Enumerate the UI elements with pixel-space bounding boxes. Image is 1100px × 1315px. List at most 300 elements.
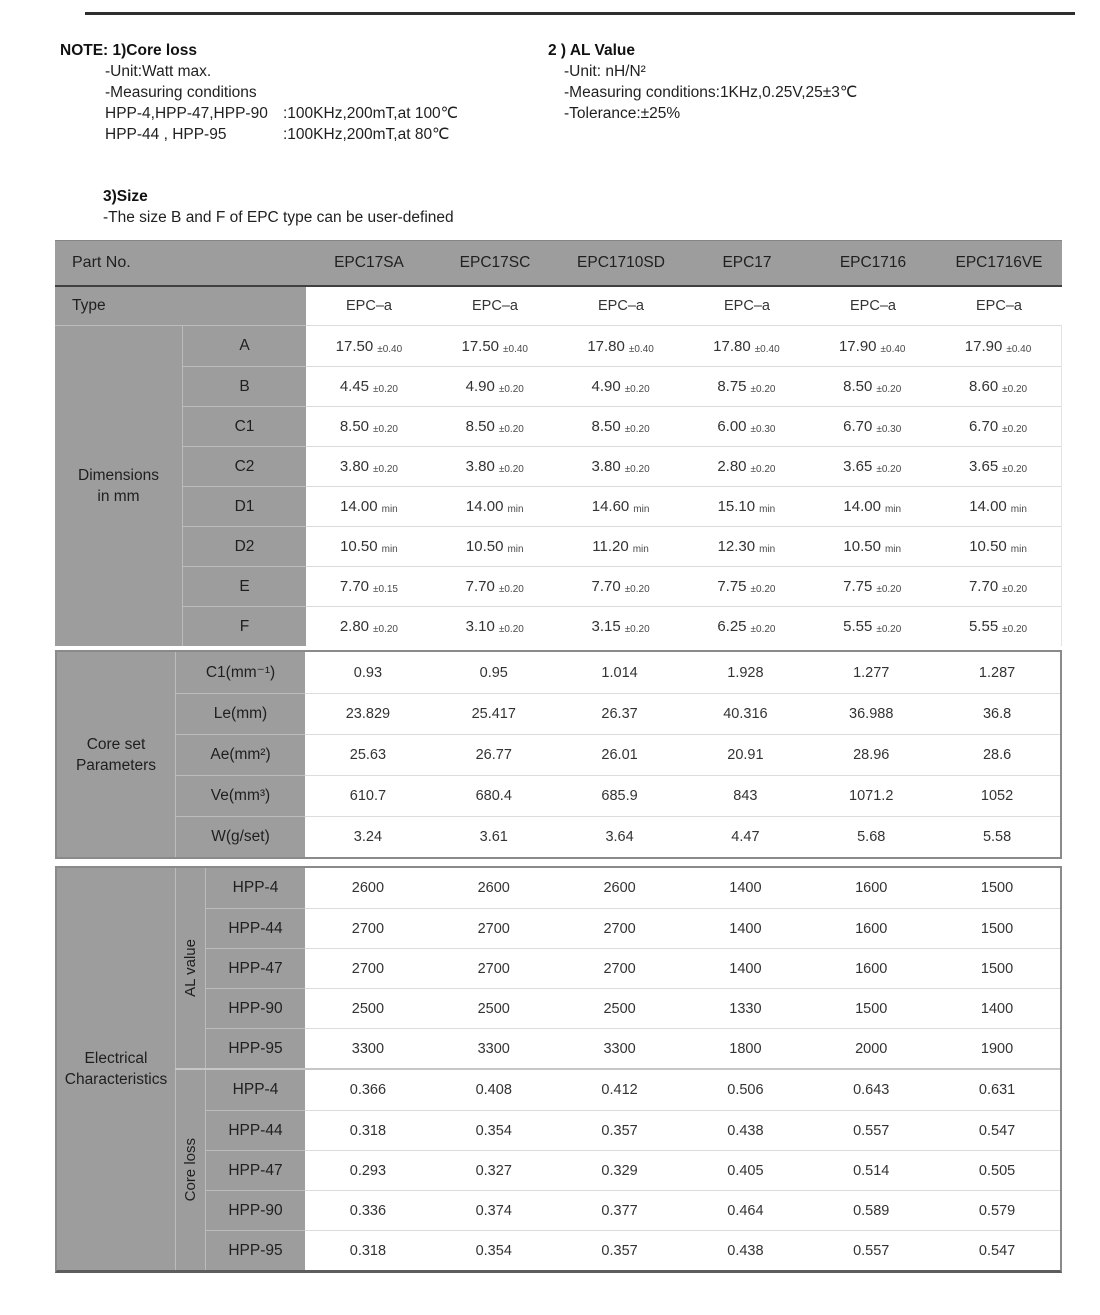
dimension-value: 17.50: [335, 337, 374, 355]
dimension-value: 3.65: [968, 458, 999, 475]
electrical-value-cell: 0.336: [305, 1190, 431, 1230]
dimension-value-cell: [306, 606, 432, 646]
dimension-value-cell: [809, 486, 935, 526]
dimension-value: 8.75: [717, 378, 747, 395]
electrical-row-label: HPP-95: [205, 1028, 305, 1068]
electrical-row: [205, 868, 1060, 908]
dimension-row: [182, 526, 1061, 566]
dimension-value-cell: [432, 326, 558, 366]
type-value-cell: EPC–a: [472, 298, 518, 314]
electrical-value-cell: 2700: [305, 908, 431, 948]
part-number-header: EPC1710SD: [577, 254, 665, 271]
electrical-row-label: HPP-90: [205, 988, 305, 1028]
type-values: [306, 287, 1062, 326]
dimension-value: 17.50: [461, 337, 500, 355]
dimension-tolerance: ±0.20: [750, 464, 776, 475]
dimension-tolerance: min: [381, 544, 398, 555]
electrical-value-cell: 0.547: [934, 1230, 1060, 1270]
al-value-label-text: AL value: [182, 939, 199, 997]
electrical-characteristics-table: [55, 866, 1062, 1273]
core-set-value-cell: 36.988: [808, 693, 934, 734]
al-value-rows: [205, 868, 1060, 1068]
dimension-value: 14.60: [591, 498, 630, 515]
core-set-group-label-line1: Core set: [86, 735, 146, 753]
dimension-value: 14.00: [340, 498, 378, 515]
dimension-row-label: D1: [182, 486, 306, 526]
dimensions-group-label-line1: Dimensions: [78, 467, 159, 484]
dimension-tolerance: min: [381, 504, 398, 515]
part-number-header: EPC17SC: [459, 254, 531, 271]
dimension-value-cell: [306, 566, 432, 606]
dimension-tolerance: ±0.40: [503, 343, 528, 355]
dimension-value-cell: [809, 566, 935, 606]
dimension-value-cell: [306, 326, 432, 366]
dimension-tolerance: ±0.20: [1002, 384, 1028, 395]
dimension-row: [182, 566, 1061, 606]
dimension-value: 14.00: [969, 498, 1007, 515]
core-set-value-cell: 1.287: [978, 664, 1016, 681]
core-set-value-cell: 5.58: [934, 816, 1060, 857]
core-set-row: [175, 816, 1060, 857]
electrical-value-cell: 1800: [682, 1028, 808, 1068]
dimension-value-cell: [935, 606, 1061, 646]
dimension-tolerance: ±0.40: [377, 343, 403, 355]
dimension-tolerance: min: [884, 544, 902, 555]
dimension-tolerance: ±0.20: [373, 424, 398, 435]
electrical-row-label: HPP-47: [205, 1150, 305, 1190]
core-set-row-label: Le(mm): [175, 693, 305, 734]
dimension-value-cell: [809, 606, 935, 646]
dimension-value: 6.70: [843, 418, 873, 435]
dimension-value: 14.00: [843, 498, 881, 515]
dimension-row: [182, 446, 1061, 486]
core-set-row: [175, 734, 1060, 775]
electrical-value-cell: 0.293: [305, 1150, 431, 1190]
dimension-tolerance: ±0.30: [750, 424, 776, 435]
dimension-value: 4.90: [591, 378, 621, 395]
dimension-value: 14.00: [465, 498, 504, 515]
dimension-tolerance: ±0.20: [498, 424, 524, 435]
dimensions-table: [55, 240, 1062, 646]
core-set-value-cell: 3.64: [557, 816, 683, 857]
electrical-value-cell: 1600: [808, 908, 934, 948]
dimension-value: 17.90: [964, 337, 1003, 355]
dimension-value: 10.50: [465, 538, 504, 555]
dimension-tolerance: ±0.20: [750, 384, 776, 395]
core-loss-subgroup: [175, 1068, 1060, 1270]
core-set-rows: [175, 652, 1060, 857]
dimension-value: 7.75: [843, 578, 873, 595]
dimension-value-cell: [809, 526, 935, 566]
dimension-value-cell: [683, 486, 809, 526]
dimension-tolerance: ±0.20: [876, 384, 902, 395]
core-set-row-label: Ve(mm³): [175, 775, 305, 816]
core-set-value-cell: 26.37: [557, 693, 683, 734]
core-set-value-cell: 36.8: [934, 693, 1060, 734]
dimension-row: [182, 366, 1061, 406]
dimension-tolerance: ±0.20: [373, 624, 398, 635]
dimension-value: 3.15: [591, 618, 621, 635]
electrical-value-cell: 0.377: [557, 1190, 683, 1230]
electrical-value-cell: 1400: [934, 988, 1060, 1028]
dimension-value: 7.70: [591, 578, 621, 595]
dimension-value: 6.70: [968, 418, 999, 435]
core-set-value-cell: 610.7: [305, 775, 431, 816]
condition-parts: HPP-4,HPP-47,HPP-90: [105, 105, 268, 122]
dimension-tolerance: ±0.20: [1002, 424, 1028, 435]
core-set-value-cell: 1052: [934, 775, 1060, 816]
dimension-value-cell: [558, 526, 684, 566]
type-value-cell: EPC–a: [850, 298, 896, 314]
note-core-loss-conditions: -Measuring conditions: [105, 84, 257, 101]
core-set-value-cell: 0.93: [353, 664, 383, 681]
core-set-value-cell: 26.01: [557, 734, 683, 775]
electrical-row: [205, 1070, 1060, 1110]
electrical-value-cell: 0.318: [305, 1230, 431, 1270]
core-loss-rows: [205, 1070, 1060, 1270]
core-set-row-label: W(g/set): [175, 816, 305, 857]
note-al-value: [548, 40, 857, 124]
dimension-value: 3.10: [465, 618, 495, 635]
core-set-row: [175, 652, 1060, 693]
electrical-value-cell: 0.557: [808, 1110, 934, 1150]
dimension-tolerance: ±0.20: [373, 464, 398, 475]
electrical-value-cell: 2600: [351, 880, 385, 896]
core-loss-label-text: Core loss: [182, 1138, 199, 1202]
dimension-value-cell: [558, 486, 684, 526]
core-set-value-cell: 4.47: [682, 816, 808, 857]
dimension-value-cell: [683, 446, 809, 486]
core-set-group-label: [57, 652, 175, 857]
electrical-value-cell: 3300: [431, 1028, 557, 1068]
dimension-value-cell: [935, 326, 1061, 366]
electrical-value-cell: 0.412: [601, 1082, 638, 1098]
dimension-value-cell: [306, 526, 432, 566]
dimension-value: 2.80: [717, 458, 747, 475]
dimension-value-cell: [432, 486, 558, 526]
electrical-value-cell: 1400: [682, 908, 808, 948]
electrical-value-cell: 0.374: [431, 1190, 557, 1230]
electrical-group-label: [57, 868, 175, 1270]
core-set-value-cell: 3.24: [305, 816, 431, 857]
dimension-tolerance: min: [632, 544, 649, 555]
dimension-row-label: D2: [182, 526, 306, 566]
core-set-value-cell: 1.928: [727, 664, 764, 681]
electrical-value-cell: 1500: [934, 908, 1060, 948]
dimension-value-cell: [432, 406, 558, 446]
dimension-value: 17.90: [838, 337, 877, 355]
dimension-value: 10.50: [843, 538, 881, 555]
note-size-title: 3)Size: [103, 188, 148, 205]
core-set-value-cell: 843: [682, 775, 808, 816]
part-no-label: Part No.: [72, 254, 131, 271]
dimension-value-cell: [432, 526, 558, 566]
dimension-tolerance: ±0.40: [754, 343, 780, 355]
dimension-value: 8.50: [591, 418, 621, 435]
electrical-value-cell: 2700: [305, 948, 431, 988]
type-value-cell: EPC–a: [598, 298, 644, 314]
electrical-row-label: HPP-90: [205, 1190, 305, 1230]
al-value-subgroup: [175, 868, 1060, 1068]
core-set-group-label-line2: Parameters: [75, 756, 157, 774]
core-set-value-cell: 1071.2: [808, 775, 934, 816]
dimension-value-cell: [558, 406, 684, 446]
dimension-value-cell: [935, 406, 1061, 446]
dimension-tolerance: ±0.20: [750, 624, 776, 635]
dimension-value-cell: [683, 606, 809, 646]
core-set-value-cell: 26.77: [431, 734, 557, 775]
electrical-value-cell: 0.579: [934, 1190, 1060, 1230]
dimension-value: 7.70: [465, 578, 495, 595]
dimension-tolerance: min: [507, 504, 524, 515]
core-set-row-label: Ae(mm²): [175, 734, 305, 775]
core-set-value-cell: 23.829: [305, 693, 431, 734]
electrical-value-cell: 0.354: [431, 1110, 557, 1150]
condition-value: :100KHz,200mT,at 100℃: [283, 105, 459, 122]
core-set-value-cell: 25.63: [305, 734, 431, 775]
core-set-value-cell: 680.4: [431, 775, 557, 816]
electrical-value-cell: 3300: [557, 1028, 683, 1068]
electrical-value-cell: 2500: [305, 988, 431, 1028]
core-set-row: [175, 693, 1060, 734]
dimension-row: [182, 406, 1061, 446]
dimension-value-cell: [432, 366, 558, 406]
electrical-value-cell: 2500: [557, 988, 683, 1028]
dimension-tolerance: ±0.20: [624, 384, 650, 395]
note-al-tolerance: -Tolerance:±25%: [564, 105, 681, 122]
dimension-tolerance: ±0.20: [498, 584, 524, 595]
dimension-row: [182, 486, 1061, 526]
dimension-value-cell: [432, 606, 558, 646]
electrical-value-cell: 0.631: [978, 1082, 1016, 1098]
electrical-row: [205, 1150, 1060, 1190]
electrical-row-label: HPP-47: [205, 948, 305, 988]
electrical-row-label: HPP-44: [205, 1110, 305, 1150]
type-value-cell: EPC–a: [976, 298, 1022, 314]
electrical-value-cell: 0.589: [808, 1190, 934, 1230]
core-set-value-cell: 0.95: [479, 664, 508, 681]
type-row: [55, 287, 1062, 326]
dimension-row-label: A: [182, 326, 306, 366]
dimension-tolerance: min: [759, 544, 776, 555]
electrical-row: [205, 988, 1060, 1028]
dimension-value: 5.55: [843, 618, 873, 635]
dimension-tolerance: ±0.20: [876, 464, 902, 475]
electrical-value-cell: 3300: [305, 1028, 431, 1068]
dimension-value: 7.70: [968, 578, 999, 595]
dimension-value-cell: [683, 326, 809, 366]
electrical-value-cell: 0.354: [431, 1230, 557, 1270]
core-set-value-cell: 28.96: [808, 734, 934, 775]
electrical-value-cell: 0.547: [934, 1110, 1060, 1150]
dimensions-rows: [182, 326, 1061, 646]
core-set-value-cell: 685.9: [557, 775, 683, 816]
dimension-tolerance: ±0.20: [1002, 584, 1028, 595]
dimension-value: 4.45: [339, 378, 370, 395]
electrical-value-cell: 0.514: [808, 1150, 934, 1190]
dimension-value: 3.65: [843, 458, 873, 475]
dimension-value: 3.80: [339, 458, 370, 475]
electrical-group-label-line1: Electrical: [84, 1050, 148, 1067]
dimension-value-cell: [683, 366, 809, 406]
dimension-tolerance: ±0.20: [624, 464, 650, 475]
dimension-value-cell: [558, 366, 684, 406]
dimension-tolerance: min: [1010, 544, 1027, 555]
core-set-value-cell: 3.61: [431, 816, 557, 857]
note-al-unit: -Unit: nH/N²: [564, 63, 646, 80]
electrical-value-cell: 1600: [808, 948, 934, 988]
dimension-value-cell: [558, 326, 684, 366]
electrical-value-cell: 2600: [477, 880, 510, 896]
note-core-loss-condition-row: [105, 124, 458, 145]
electrical-value-cell: 0.438: [682, 1110, 808, 1150]
electrical-value-cell: 1600: [855, 880, 888, 896]
note-core-loss-unit: -Unit:Watt max.: [105, 63, 212, 80]
electrical-value-cell: 2700: [431, 948, 557, 988]
dimension-tolerance: ±0.20: [1002, 624, 1028, 635]
electrical-value-cell: 0.505: [934, 1150, 1060, 1190]
dimension-value-cell: [558, 566, 684, 606]
core-set-value-cell: 5.68: [808, 816, 934, 857]
dimension-value: 17.80: [713, 337, 751, 355]
dimension-value-cell: [306, 406, 432, 446]
condition-value: :100KHz,200mT,at 80℃: [283, 126, 450, 143]
note-core-loss-condition-row: [105, 103, 458, 124]
dimension-value-cell: [935, 366, 1061, 406]
electrical-value-cell: 2600: [603, 880, 636, 896]
dimension-tolerance: ±0.40: [628, 343, 654, 355]
dimension-tolerance: ±0.20: [1002, 464, 1028, 475]
electrical-value-cell: 2700: [557, 908, 683, 948]
dimension-value: 10.50: [969, 538, 1007, 555]
electrical-row-label: HPP-4: [205, 868, 305, 908]
dimension-tolerance: ±0.20: [624, 424, 650, 435]
dimension-value: 3.80: [591, 458, 621, 475]
electrical-value-cell: 1900: [934, 1028, 1060, 1068]
core-set-parameters-table: [55, 650, 1062, 859]
dimension-value-cell: [306, 446, 432, 486]
dimensions-group-label-line2: in mm: [97, 488, 140, 505]
dimension-row-label: E: [182, 566, 306, 606]
electrical-value-cell: 0.557: [808, 1230, 934, 1270]
core-set-value-cell: 28.6: [934, 734, 1060, 775]
dimension-value-cell: [935, 526, 1061, 566]
dimension-value-cell: [809, 406, 935, 446]
dimension-value: 7.70: [339, 578, 370, 595]
electrical-value-cell: 2700: [557, 948, 683, 988]
dimension-value: 5.55: [968, 618, 999, 635]
dimension-value-cell: [809, 326, 935, 366]
note-al-value-title: 2 ) AL Value: [548, 42, 636, 59]
dimension-value: 6.00: [717, 418, 747, 435]
part-number-headers: [306, 254, 1062, 272]
electrical-row: [205, 1110, 1060, 1150]
electrical-value-cell: 1400: [729, 880, 762, 896]
dimension-value-cell: [306, 366, 432, 406]
dimension-row: [182, 606, 1061, 646]
electrical-value-cell: 0.405: [682, 1150, 808, 1190]
dimension-tolerance: ±0.20: [876, 584, 902, 595]
dimension-tolerance: min: [507, 544, 524, 555]
electrical-value-cell: 0.438: [682, 1230, 808, 1270]
dimension-value: 8.50: [465, 418, 495, 435]
core-set-value-cell: 40.316: [682, 693, 808, 734]
dimension-value-cell: [935, 486, 1061, 526]
dimension-tolerance: ±0.20: [624, 624, 650, 635]
type-value-cell: EPC–a: [346, 298, 392, 314]
dimension-tolerance: ±0.20: [876, 624, 902, 635]
note-core-loss: [60, 40, 458, 145]
part-number-header: EPC1716: [839, 254, 907, 271]
electrical-row: [205, 1028, 1060, 1068]
electrical-value-cell: 1400: [682, 948, 808, 988]
part-number-header: EPC1716VE: [955, 254, 1043, 271]
core-loss-rotated-label: [175, 1070, 205, 1270]
dimension-value-cell: [935, 446, 1061, 486]
electrical-value-cell: 0.506: [727, 1082, 764, 1098]
dimension-value: 6.25: [717, 618, 747, 635]
dimension-value-cell: [306, 486, 432, 526]
dimension-tolerance: ±0.30: [876, 424, 902, 435]
type-row-label: Type: [55, 287, 306, 326]
al-value-rotated-label: [175, 868, 205, 1068]
electrical-value-cell: 1330: [682, 988, 808, 1028]
electrical-value-cell: 1500: [980, 880, 1014, 896]
note-core-loss-title: NOTE: 1)Core loss: [60, 42, 197, 59]
dimension-tolerance: ±0.15: [373, 584, 398, 595]
part-no-header-row: [55, 240, 1062, 287]
electrical-value-cell: 0.357: [557, 1230, 683, 1270]
electrical-value-cell: 0.357: [557, 1110, 683, 1150]
dimension-value: 3.80: [465, 458, 495, 475]
dimension-tolerance: ±0.20: [373, 384, 398, 395]
dimension-tolerance: min: [884, 504, 902, 515]
dimension-value: 17.80: [587, 337, 625, 355]
electrical-row: [205, 948, 1060, 988]
note-al-conditions: -Measuring conditions:1KHz,0.25V,25±3℃: [564, 84, 858, 101]
dimension-value: 8.60: [968, 378, 999, 395]
type-value-cell: EPC–a: [724, 298, 770, 314]
dimension-value: 11.20: [592, 538, 629, 555]
dimensions-group-label: [55, 326, 182, 646]
core-set-row: [175, 775, 1060, 816]
dimension-row: [182, 326, 1061, 366]
dimension-value-cell: [558, 606, 684, 646]
dimension-value: 8.50: [339, 418, 370, 435]
dimension-tolerance: min: [633, 504, 650, 515]
dimension-tolerance: ±0.40: [1006, 343, 1032, 355]
dimension-value: 12.30: [717, 538, 756, 555]
dimension-tolerance: ±0.20: [624, 584, 650, 595]
electrical-value-cell: 2500: [431, 988, 557, 1028]
electrical-row-label: HPP-4: [205, 1070, 305, 1110]
core-set-value-cell: 20.91: [682, 734, 808, 775]
electrical-value-cell: 2000: [808, 1028, 934, 1068]
electrical-row: [205, 908, 1060, 948]
note-size: [103, 186, 454, 228]
dimension-tolerance: ±0.20: [498, 464, 524, 475]
dimension-value-cell: [935, 566, 1061, 606]
electrical-value-cell: 0.329: [557, 1150, 683, 1190]
dimension-value-cell: [683, 566, 809, 606]
part-number-header: EPC17: [722, 254, 772, 271]
electrical-value-cell: 1500: [808, 988, 934, 1028]
dimension-value-cell: [809, 446, 935, 486]
dimension-value-cell: [432, 446, 558, 486]
dimension-value: 15.10: [717, 498, 756, 515]
electrical-value-cell: 1500: [934, 948, 1060, 988]
dimension-tolerance: ±0.20: [498, 384, 524, 395]
